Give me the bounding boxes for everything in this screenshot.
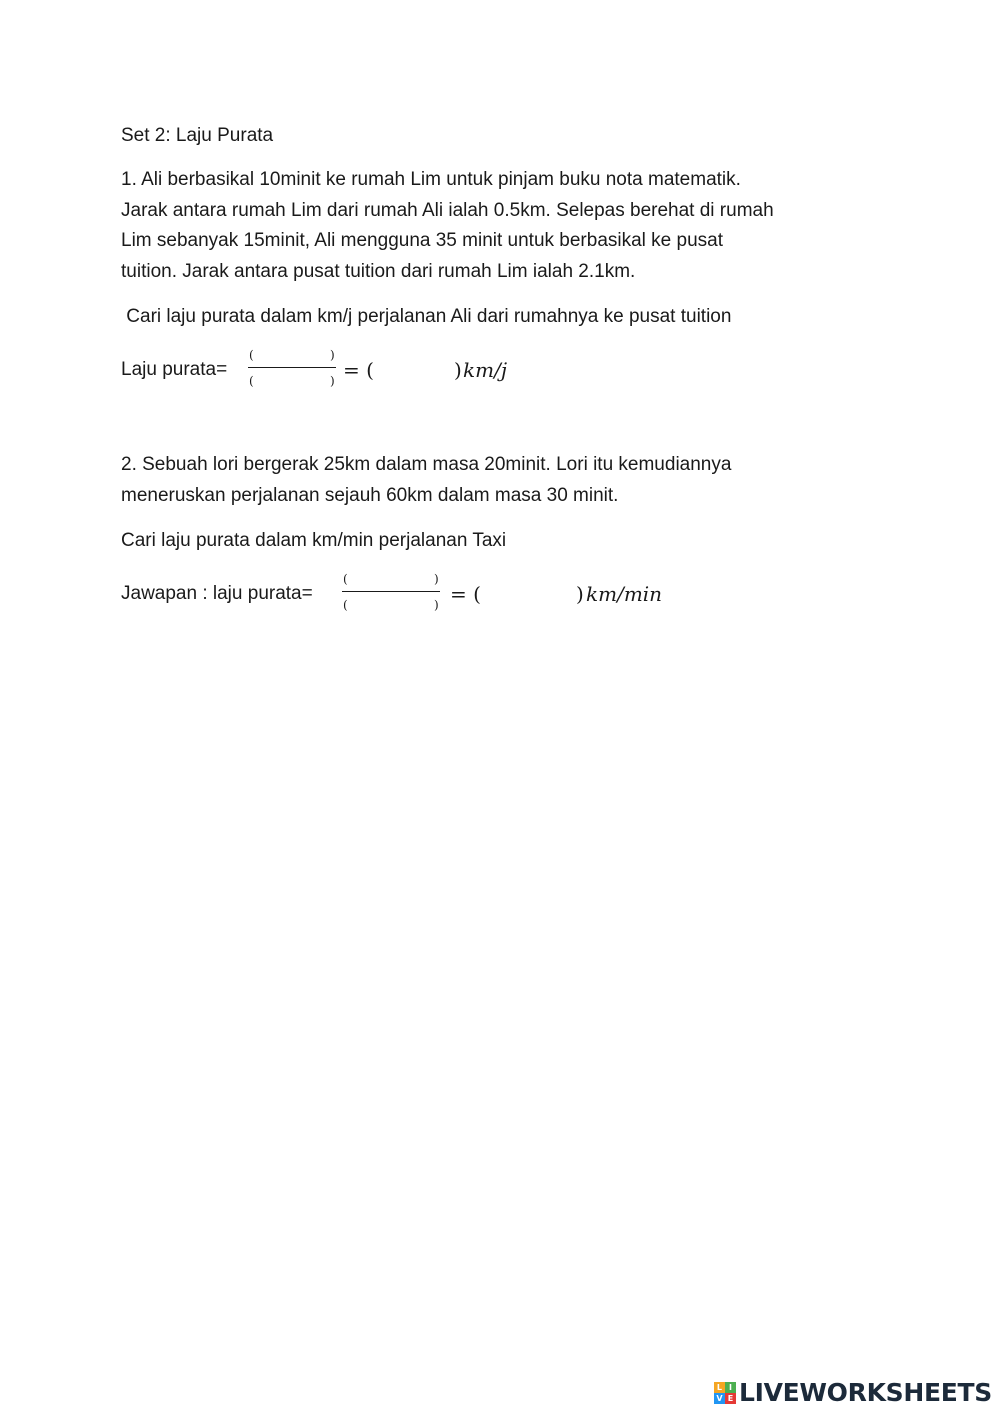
equals-open-paren: = ( (343, 358, 374, 382)
answer-label: Jawapan : laju purata= (121, 583, 313, 604)
question-1-answer-formula (121, 344, 541, 394)
logo-mark-letter: E (725, 1393, 736, 1404)
question-2-line-1: 2. Sebuah lori bergerak 25km dalam masa 20minit. Lori itu kemudiannya (121, 454, 732, 475)
question-2-line-2: meneruskan perjalanan sejauh 60km dalam masa 30 minit. (121, 485, 619, 506)
logo-mark-letter: I (725, 1382, 736, 1393)
liveworksheets-logo (714, 1379, 992, 1407)
denominator-close-paren: ) (330, 374, 335, 388)
question-1-line-3: Lim sebanyak 15minit, Ali mengguna 35 minit untuk berbasikal ke pusat (121, 230, 724, 251)
numerator-open-paren: ( (343, 572, 348, 586)
question-1-prompt: Cari laju purata dalam km/j perjalanan Ali dari rumahnya ke pusat tuition (121, 306, 732, 327)
liveworksheets-logo-icon (714, 1382, 736, 1404)
answer-label: Laju purata= (121, 359, 228, 380)
denominator-open-paren: ( (343, 598, 348, 612)
question-1-line-1: 1. Ali berbasikal 10minit ke rumah Lim untuk pinjam buku nota matematik. (121, 169, 741, 190)
logo-mark-letter: V (714, 1393, 725, 1404)
question-2-prompt: Cari laju purata dalam km/min perjalanan Taxi (121, 530, 507, 551)
logo-wordmark: LIVEWORKSHEETS (738, 1378, 992, 1407)
fraction-blank[interactable] (339, 568, 443, 618)
numerator-close-paren: ) (330, 348, 335, 362)
set-title: Set 2: Laju Purata (121, 125, 274, 146)
denominator-open-paren: ( (249, 374, 254, 388)
equals-open-paren: = ( (450, 582, 481, 606)
fraction-blank[interactable] (245, 344, 339, 394)
unit-label: km/j (463, 358, 508, 382)
fraction-bar (342, 591, 440, 592)
question-1-line-2: Jarak antara rumah Lim dari rumah Ali ialah 0.5km. Selepas berehat di rumah (121, 200, 774, 221)
question-2-answer-formula (121, 568, 681, 618)
numerator-close-paren: ) (434, 572, 439, 586)
logo-mark-letter: L (714, 1382, 725, 1393)
denominator-close-paren: ) (434, 598, 439, 612)
fraction-bar (248, 367, 336, 368)
question-1-line-4: tuition. Jarak antara pusat tuition dari rumah Lim ialah 2.1km. (121, 261, 636, 282)
result-close-paren: ) (454, 358, 462, 382)
result-close-paren: ) (576, 582, 584, 606)
numerator-open-paren: ( (249, 348, 254, 362)
unit-label: km/min (586, 582, 663, 606)
